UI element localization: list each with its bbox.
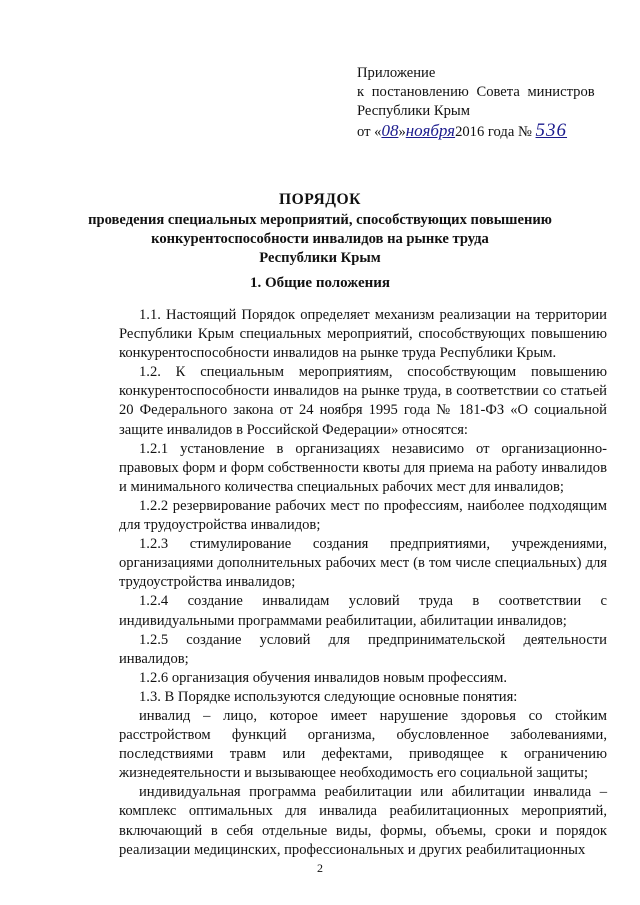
date-quote-close: »: [398, 124, 406, 141]
paragraph-1-2-2: 1.2.2 резервирование рабочих мест по профессиям, наиболее подходящим для трудоустройства инвалидов;: [119, 497, 607, 534]
paragraph-1-2-5: 1.2.5 создание условий для предпринимательской деятельности инвалидов;: [119, 631, 607, 667]
paragraph-1-3: 1.3. В Порядке используются следующие основные понятия:: [139, 688, 518, 705]
paragraph-1-1: 1.1. Настоящий Порядок определяет механизм реализации на территории Республики Крым специальных мероприятий, способствующих повышению конкурентоспособности инвалидов на рынке труда Республики Крым.: [119, 307, 607, 362]
handwritten-doc-number: 536: [535, 120, 568, 142]
document-body: [119, 306, 607, 860]
date-prefix: от «: [357, 124, 382, 141]
handwritten-month: ноября: [405, 121, 456, 141]
paragraph-1-2-3: 1.2.3 стимулирование создания предприятиями, учреждениями, организациями дополнительных рабочих мест (в том числе специальных) для трудоустройства инвалидов;: [119, 536, 607, 591]
annex-block: [357, 64, 627, 142]
handwritten-day: 08: [381, 121, 399, 141]
annex-republic-line: Республики Крым: [357, 103, 470, 120]
definition-disabled-person: инвалид – лицо, которое имеет нарушение здоровья со стойким расстройством функций организма, обусловленное заболеваниями, последствиями травм или дефектами, приводящее к ограничению жизнедеятельности и вызывающее необходимость его социальной защиты;: [119, 707, 607, 782]
document-title: ПОРЯДОК: [279, 191, 361, 208]
annex-resolution-line: к постановлению Совета министров: [357, 84, 595, 101]
paragraph-1-2-6: 1.2.6 организация обучения инвалидов новым профессиям.: [139, 669, 508, 686]
document-subtitle-line3: Республики Крым: [259, 250, 381, 267]
section-title: 1. Общие положения: [249, 275, 391, 291]
page-number: 2: [317, 861, 323, 875]
annex-date-line: [357, 121, 627, 142]
paragraph-1-2-4: 1.2.4 создание инвалидам условий труда в соответствии с индивидуальными программами реабилитации, абилитации инвалидов;: [119, 593, 607, 629]
paragraph-1-2-1: 1.2.1 установление в организациях независимо от организационно-правовых форм и форм собственности квоты для приема на работу инвалидов и минимального количества специальных рабочих мест для инвалидов;: [119, 440, 607, 495]
paragraph-1-2: 1.2. К специальным мероприятиям, способствующим повышению конкурентоспособности инвалидов на рынке труда, в соответствии со статьей 20 Федерального закона от 24 ноября 1995 года № 181-ФЗ «О социальной защите инвалидов в Российской Федерации» относятся:: [119, 364, 607, 438]
definition-rehabilitation-program: индивидуальная программа реабилитации или абилитации инвалида – комплекс оптимальных для инвалида реабилитационных мероприятий, включающий в себя отдельные виды, формы, объемы, сроки и порядок реализации медицинских, профессиональных и других реабилитационных: [119, 784, 607, 858]
document-title-block: [0, 190, 640, 268]
document-subtitle-line2: конкурентоспособности инвалидов на рынке труда: [151, 231, 489, 248]
annex-label: Приложение: [357, 65, 436, 81]
date-year: 2016 года №: [455, 124, 532, 141]
document-subtitle-line1: проведения специальных мероприятий, способствующих повышению: [88, 212, 552, 229]
